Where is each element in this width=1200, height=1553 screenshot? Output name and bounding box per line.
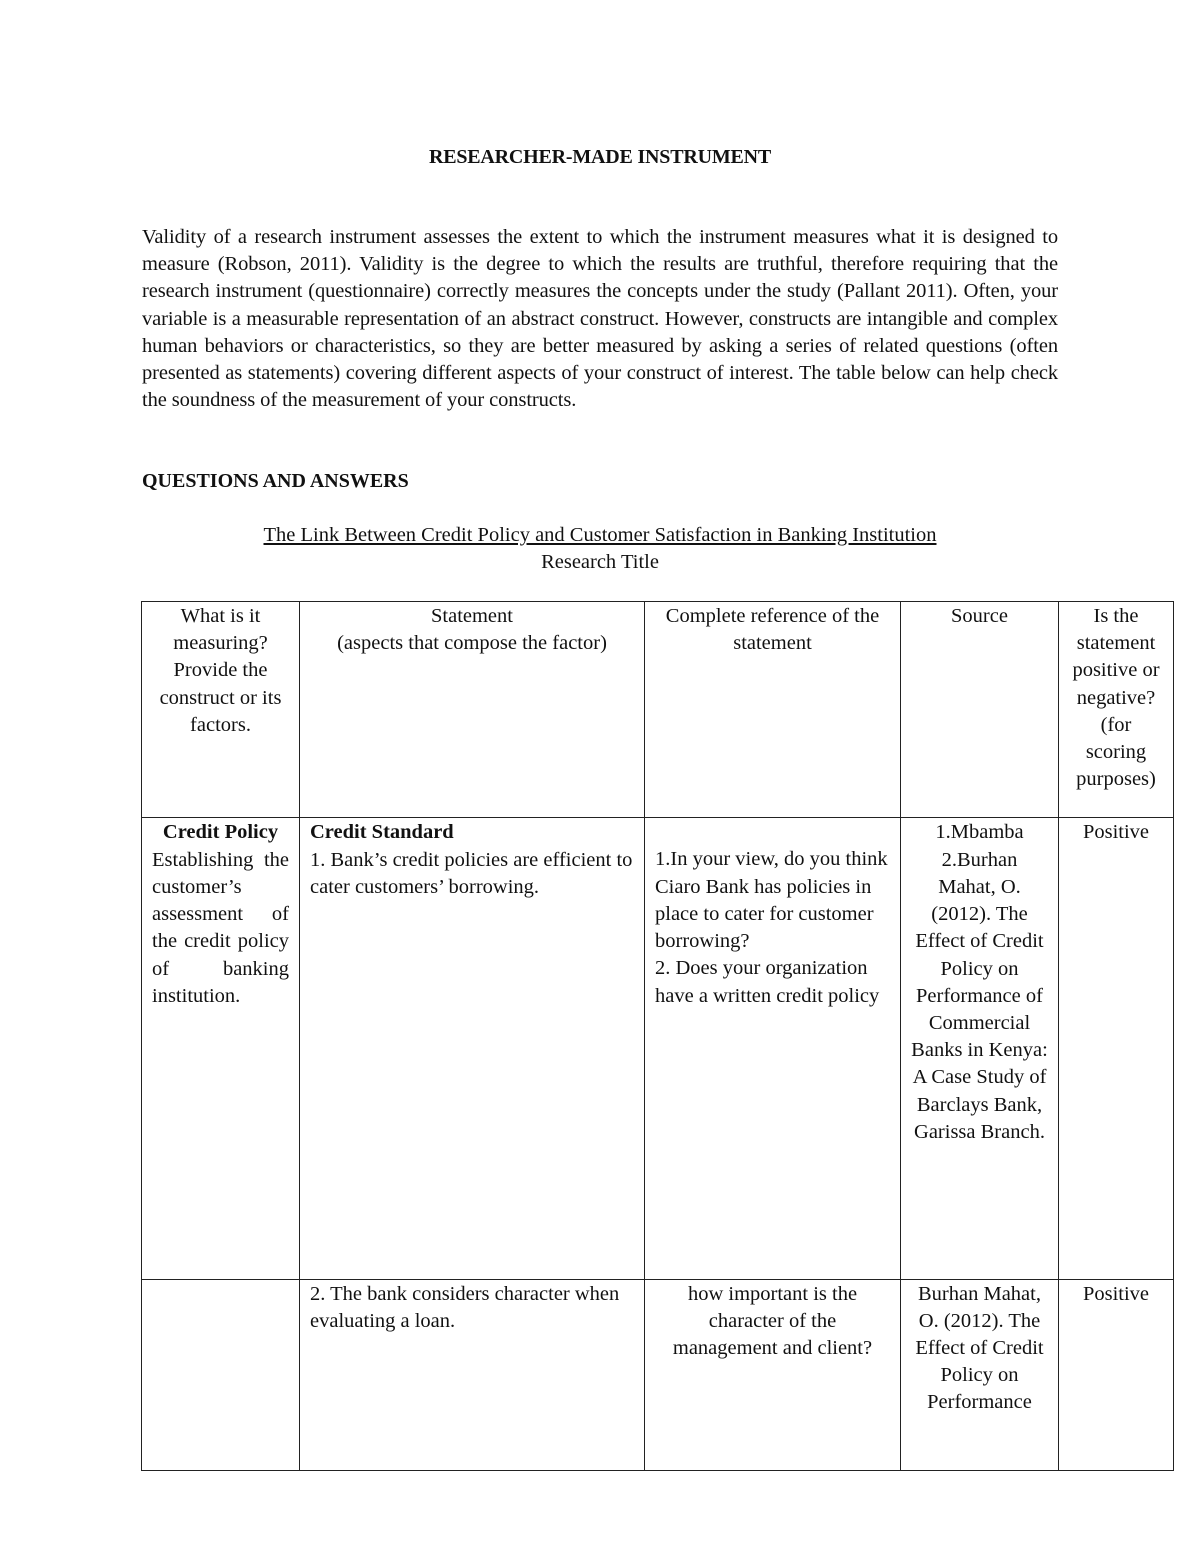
polarity-cell: Positive [1059,1279,1174,1470]
statement-cell: 2. The bank considers character when evaluating a loan. [300,1279,645,1470]
source-2: 2.Burhan Mahat, O. (2012). The Effect of Credit Policy on Performance of Commercial Banks in Kenya: A Case Study of Barclays Bank, Garissa Branch. [911,848,1048,1143]
table-header-row [142,602,1174,818]
polarity-cell: Positive [1059,818,1174,1279]
factor-title: Credit Standard [310,821,454,844]
header-statement-title: Statement [431,605,513,627]
header-statement-subtitle: (aspects that compose the factor) [337,632,607,655]
construct-title: Credit Policy [162,821,279,844]
section-heading: QUESTIONS AND ANSWERS [142,470,409,492]
reference-cell [645,818,901,1279]
source-1: 1.Mbamba [935,821,1024,844]
construct-cell [142,818,300,1279]
reference-question-1: 1.In your view, do you think Ciaro Bank has policies in place to cater for customer borrowing? [655,848,888,953]
table-row [142,818,1174,1279]
header-polarity: Is the statement positive or negative? (for scoring purposes) [1059,602,1174,818]
document-title: RESEARCHER-MADE INSTRUMENT [428,146,772,168]
statement-text: 1. Bank’s credit policies are efficient to cater customers’ borrowing. [310,848,633,898]
table-row [142,1279,1174,1470]
source-text: Burhan Mahat, O. (2012). The Effect of Credit Policy on Performance [915,1282,1044,1414]
header-source: Source [901,602,1059,818]
reference-cell: how important is the character of the management and client? [645,1279,901,1470]
reference-question-2: 2. Does your organization have a written credit policy [655,957,880,1007]
instrument-table [141,601,1174,1471]
source-cell [901,818,1059,1279]
header-reference: Complete reference of the statement [645,602,901,818]
intro-paragraph: Validity of a research instrument assesses the extent to which the instrument measures what it is designed to measure (Robson, 2011). Validity is the degree to which the results are truthful, therefore requiring that the research instrument (questionnaire) correctly measures the concepts under the study (Pallant 2011). Often, your variable is a measurable representation of an abstract construct. However, constructs are intangible and complex human behaviors or characteristics, so they are better measured by asking a series of related questions (often presented as statements) covering different aspects of your construct of interest. The table below can help check the soundness of the measurement of your constructs. [142,226,1058,412]
research-title: The Link Between Credit Policy and Customer Satisfaction in Banking Institution [263,524,937,546]
construct-cell [142,1279,300,1470]
research-title-caption: Research Title [541,551,659,573]
source-cell [901,1279,1059,1470]
header-statement [300,602,645,818]
statement-cell [300,818,645,1279]
header-measuring: What is it measuring? Provide the construct or its factors. [142,602,300,818]
construct-description: Establishing the customer’s assessment of the credit policy of banking institution. [152,848,289,1007]
